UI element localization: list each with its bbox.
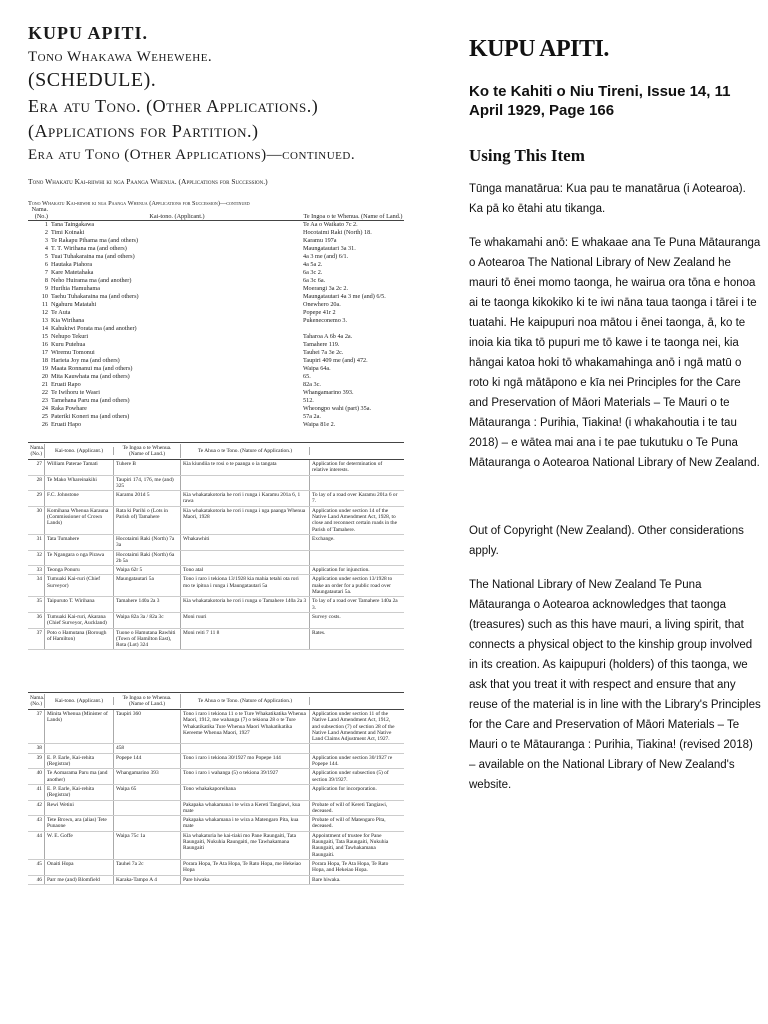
applicant-cell: Tumuaki Kai-ruri, Akarana (Chief Surveyor, Auckland) <box>45 613 114 628</box>
applicant-cell: Nehupo Tekuri <box>51 333 89 341</box>
row-number: 23 <box>41 397 48 405</box>
row-number: 10 <box>41 293 48 301</box>
land-name-cell: Hocotaimi Raki (North) 18. <box>303 229 372 237</box>
applicant-cell: Te Mako Whareinakihi <box>45 476 114 491</box>
nature-maori-cell: Moni reiti 7 11 8 <box>181 629 310 650</box>
table-row <box>28 333 404 341</box>
applicant-cell: T. T. Wirihana ma (and others) <box>51 245 127 253</box>
nature-english-cell: Rates. <box>312 629 326 636</box>
reuse-text-maori: Te whakamahi anō: E whakaae ana Te Puna Mātauranga o Aotearoa The National Library of New Zealand he mauri tō ēnei momo taonga, he wairua ora tōna e honoa ai te taonga kikokiko ki te iwi nāna taua taonga i tārei i te tuatahi. He kaipupuri noa mātou i ēnei taonga, ā, ko te inoia kia tika tō pupuri me tō kawe i te taonga nei, kia hāngai katoa hoki tō whakamahinga anō i ngā matū o roto ki ngā mātāpono e kīa nei Principles for the Care and Preservation of Māori Materials – Te Mauri o te Mātauranga : Purihia, Tiakina! (i whakahoutia i te tau 2018) – e wātea mai ana i te pae tukutuku o Te Puna Mātauranga o Aotearoa National Library of New Zealand. <box>469 237 761 469</box>
applicant-cell: Ngahuru Matatahi <box>51 301 97 309</box>
row-number: 44 <box>28 832 45 859</box>
row-number: 37 <box>28 710 45 743</box>
row-number: 24 <box>41 405 48 413</box>
nature-english-cell: Porara Hopa, Te Ata Hopa, Te Rato Hopa, and Hekeiao Hopa. <box>312 860 389 874</box>
land-name-cell: Waipa 65 <box>114 785 181 800</box>
table-row <box>28 349 404 357</box>
nature-maori-cell <box>181 551 310 566</box>
nature-maori-cell: Tono i raro i tekiona 30/1927 mo Popepe 144 <box>181 754 310 769</box>
nature-english-cell: Exchange. <box>312 535 335 542</box>
row-number: 41 <box>28 785 45 800</box>
land-name-cell: Waipa 75c 1a <box>114 832 181 859</box>
table-row <box>28 769 404 785</box>
nature-english-cell: Application under section 11 of the Native Land Amendment Act, 1912, and subsection (7) of section 28 of the Native Land Amendment and Native Land Claims Adjustment Act, 1927. <box>312 711 395 743</box>
table-row <box>28 629 404 651</box>
scan-subheading-succession-continued: Tono Whakatu Kai-riiwhi ki nga Paanga Whenua (Applications for Succession)—continued <box>28 200 250 207</box>
row-number: 30 <box>28 507 45 534</box>
land-name-cell: Waipa 62r 5 <box>114 566 181 574</box>
row-number: 7 <box>44 269 48 277</box>
table-header <box>28 693 404 710</box>
header-cell <box>310 450 400 452</box>
table-row <box>28 357 404 365</box>
row-number: 4 <box>44 245 48 253</box>
row-number: 1 <box>44 221 48 229</box>
other-applications-table <box>28 442 404 650</box>
applicant-cell: Eruati Rapo <box>51 381 81 389</box>
table-row <box>28 405 404 413</box>
row-number: 31 <box>28 535 45 550</box>
table-row <box>28 551 404 567</box>
land-name-cell <box>303 325 403 333</box>
table-row <box>28 876 404 885</box>
nature-maori-cell: Whakawhiti <box>181 535 310 550</box>
applicant-cell: W. E. Goffe <box>45 832 114 859</box>
nature-maori-cell: Tono i raro i wahanga (5) o tekiona 39/1927 <box>181 769 310 784</box>
land-name-cell: Tuone o Hamutana Rawhiti (Town of Hamilton East), Rota (Lot) 324 <box>114 629 181 650</box>
land-name-cell: Tamahere 119. <box>303 341 340 349</box>
land-name-cell: Waipa 64a. <box>303 365 331 373</box>
table-row <box>28 801 404 817</box>
scan-heading-schedule: (SCHEDULE). <box>28 69 157 91</box>
land-name-cell: Wheongpo wahi (part) 35a. <box>303 405 372 413</box>
header-cell <box>310 700 400 702</box>
applicant-cell: Rewi Wetini <box>45 801 114 816</box>
applicant-cell: F.C. Johnstone <box>45 491 114 506</box>
table-row <box>28 744 404 753</box>
row-number: 19 <box>41 365 48 373</box>
row-number: 12 <box>41 309 48 317</box>
row-number: 5 <box>44 253 48 261</box>
section-heading: Using This Item <box>469 146 585 165</box>
land-name-cell: Taharoa A 6b 4a 2a. <box>303 333 353 341</box>
table-row <box>28 460 404 476</box>
table-row <box>28 237 404 245</box>
applicant-cell: Pateriki Koneri ma (and others) <box>51 413 130 421</box>
applicant-cell: Raka Powhare <box>51 405 87 413</box>
land-name-cell: Taupiri 360 <box>114 710 181 743</box>
land-name-cell: 6a 3c 2. <box>303 269 323 277</box>
land-name-cell: Rata ki Parihi o (Lots in Parish of) Tamahere <box>114 507 181 534</box>
applicant-cell: Taehu Tuhakaraina ma (and others) <box>51 293 139 301</box>
copyright-status-text-english: Out of Copyright (New Zealand). Other considerations apply. <box>469 525 744 557</box>
land-name-cell: Hocotaimi Raki (North) 6a 2b 5a <box>114 551 181 566</box>
applicant-cell: Kare Matetahaka <box>51 269 94 277</box>
nature-english-cell <box>310 551 400 566</box>
row-number: 28 <box>28 476 45 491</box>
row-number: 36 <box>28 613 45 628</box>
applicant-cell: Maata Ronnanui ma (and others) <box>51 365 133 373</box>
land-name-cell: Karamu 201d 5 <box>114 491 181 506</box>
nature-maori-cell: Kia whakatakotoria he rori i runga o Tamahere 140a 2a 3 <box>181 597 310 612</box>
table-row <box>28 832 404 860</box>
land-name-cell: Whangamarino 393 <box>114 769 181 784</box>
applicant-cell: Tumuaki Kai-ruri (Chief Surveyor) <box>45 575 114 596</box>
row-number: 6 <box>44 261 48 269</box>
applicant-cell: Parr me (and) Blomfield <box>45 876 114 884</box>
nature-english-cell: Application for injunction. <box>312 567 370 574</box>
nature-maori-cell: Pare hiwaka <box>181 876 310 884</box>
row-number: 46 <box>28 876 45 884</box>
nature-maori-cell: Pakapaka whakamana i te wira a Matengaro Pita, kua mate <box>181 816 310 831</box>
row-number: 11 <box>42 301 48 309</box>
applicant-cell: Harieta Joy ma (and others) <box>51 357 120 365</box>
applicant-cell: E. P. Earle, Kai-rehita (Registrar) <box>45 785 114 800</box>
row-number: 13 <box>41 317 48 325</box>
table-row <box>28 491 404 507</box>
table-row <box>28 293 404 301</box>
nature-maori-cell: Kia whakatakotoria he rori i runga i nga paanga Whenua Maori, 1928 <box>181 507 310 534</box>
applicant-cell: Tana Taingakawa <box>51 221 95 229</box>
land-name-cell <box>114 816 181 831</box>
table-row <box>28 301 404 309</box>
table-row <box>28 269 404 277</box>
table-body <box>28 460 404 650</box>
nature-maori-cell <box>181 744 310 752</box>
nature-english-cell: Appointment of trustee for Pane Raungaiti, Tata Raungaiti, Nukuhia Raungaiti, and Tawhakamana Raungaiti. <box>312 832 389 858</box>
land-name-cell: Moerangi 3a 2c 2. <box>303 285 349 293</box>
nature-maori-cell: Tono whakakaporeihana <box>181 785 310 800</box>
nature-maori-cell: Kia kiundiia te rosi o te paanga o ia tangata <box>181 460 310 475</box>
applicant-cell: Neho Huirama ma (and another) <box>51 277 132 285</box>
applicant-cell: Te Auta <box>51 309 71 317</box>
table-row <box>28 277 404 285</box>
land-name-cell: 65. <box>303 373 311 381</box>
table-row <box>28 597 404 613</box>
nature-english-cell: Application under section 13/1928 to make an order for a public road over Maungatautari 5a. <box>312 576 393 596</box>
land-name-cell: Maungatautari 5a <box>114 575 181 596</box>
scan-subheading-succession: Tono Whakatu Kai-riiwhi ki nga Paanga Whenua. (Applications for Succession.) <box>28 177 268 186</box>
table-row <box>28 816 404 832</box>
header-cell: Te Ingoa o te Whenua. (Name of Land.) <box>114 444 181 459</box>
applicant-cell: Te Iwihoru te Wasri <box>51 389 100 397</box>
row-number: 34 <box>28 575 45 596</box>
nature-english-cell: To lay of a road over Tamahere 140a 2a 3. <box>312 598 398 611</box>
applicant-cell: Timi Koinaki <box>51 229 85 237</box>
table-header <box>28 443 404 460</box>
nature-english-cell: Application under section 30/1927 re Popepe 144. <box>312 754 393 768</box>
table-row <box>28 317 404 325</box>
row-number: 27 <box>28 460 45 475</box>
row-number: 38 <box>28 744 45 752</box>
land-name-cell: Tamahere 140a 2a 3 <box>114 597 181 612</box>
applicant-cell: Tata Tumahere <box>45 535 114 550</box>
table-header <box>28 205 404 221</box>
land-name-cell: Te Aa o Waikato 7c 2. <box>303 221 358 229</box>
land-name-cell: Pukeneconemo 3. <box>303 317 347 325</box>
table-row <box>28 413 404 421</box>
table-row <box>28 566 404 575</box>
table-row <box>28 245 404 253</box>
nature-maori-cell: Pakapaka whakamana i te wira a Kereti Tangiawi, kua mate <box>181 801 310 816</box>
table-row <box>28 341 404 349</box>
nature-maori-cell: Moni ruuri <box>181 613 310 628</box>
scan-heading-tono-whakawa: Tono Whakawa Wehewehe. <box>28 49 213 65</box>
land-name-cell: Waipa 82a 3a / 82a 3c <box>114 613 181 628</box>
land-name-cell: Tauhei 7a 2c <box>114 860 181 875</box>
row-number: 15 <box>41 333 48 341</box>
row-number: 8 <box>44 277 48 285</box>
table-row <box>28 754 404 770</box>
header-cell: Te Ahua o te Tono. (Nature of Application.) <box>181 697 310 705</box>
nature-maori-cell: Tono i raro i tekiona 13/1928 kia mahia tetahi ota rori mo te ipitoa i runga i Maungatautari 5a <box>181 575 310 596</box>
header-cell: Kai-tono. (Applicant.) <box>45 697 114 705</box>
nature-english-cell: To lay of a road over Karamu 201a 6 or 7. <box>312 492 398 505</box>
scan-heading-continued: Era atu Tono (Other Applications)—continued. <box>28 147 356 163</box>
row-number: 45 <box>28 860 45 875</box>
table-row <box>28 285 404 293</box>
applicant-cell <box>45 744 114 752</box>
row-number: 20 <box>41 373 48 381</box>
table-row <box>28 535 404 551</box>
table-row <box>28 421 404 429</box>
land-name-cell: 458 <box>114 744 181 752</box>
land-name-cell: Taupiri 409 me (and) 472. <box>303 357 368 365</box>
row-number: 37 <box>28 629 45 650</box>
applicant-cell: William Paterae Tamati <box>45 460 114 475</box>
land-name-cell: Taupiri 174, 176, me (and) 325 <box>114 476 181 491</box>
land-name-cell: 57a 2a. <box>303 413 321 421</box>
land-name-cell: Whangamarino 393. <box>303 389 354 397</box>
applicant-cell: Te Aomarama Paru ma (and another) <box>45 769 114 784</box>
table-row <box>28 229 404 237</box>
applicant-cell: Teonga Ponuru <box>45 566 114 574</box>
applicant-cell: Te Ngangara o nga Pirawa <box>45 551 114 566</box>
scan-heading-kupu-apiti: KUPU APITI. <box>28 24 149 43</box>
applicant-cell: Tamehana Paru ma (and others) <box>51 397 130 405</box>
row-number: 32 <box>28 551 45 566</box>
land-name-cell: 4a 5a 2. <box>303 261 323 269</box>
land-name-cell: Maungatautari 4a 3 me (and) 6/5. <box>303 293 386 301</box>
row-number: 40 <box>28 769 45 784</box>
succession-table <box>28 200 404 429</box>
row-number: 33 <box>28 566 45 574</box>
applicant-cell: Tuai Tuhakaraina ma (and others) <box>51 253 135 261</box>
nature-english-cell: Survey costs. <box>312 613 341 620</box>
applicant-cell: Minita Whenua (Minister of Lands) <box>45 710 114 743</box>
land-name-cell: Popepe 144 <box>114 754 181 769</box>
row-number: 39 <box>28 754 45 769</box>
scan-heading-partition: (Applications for Partition.) <box>28 121 259 141</box>
row-number: 26 <box>41 421 48 429</box>
applicant-cell: Taipuruto T. Wirihana <box>45 597 114 612</box>
table-row <box>28 221 404 229</box>
table-row <box>28 309 404 317</box>
land-name-cell: Tauhei 7a 3e 2c. <box>303 349 344 357</box>
reuse-text-english: The National Library of New Zealand Te Puna Mātauranga o Aotearoa acknowledges that taonga (treasures) such as this have mauri, a living spirit, that connects a physical object to the kinship group involved in its creation. As kaipupuri (holders) of this taonga, we ask that you treat it with respect and ensure that any reuse of the material is in line with the Library's Principles for the Care and Preservation of Māori Materials – Te Mauri o te Mātauranga : Purihia, Tiakina! (revised 2018) – available on the National Library of New Zealand's website. <box>469 579 761 791</box>
nature-english-cell: Probate of will of Matengaro Pita, deceased. <box>312 817 386 830</box>
table-row <box>28 613 404 629</box>
applicant-cell: Hautaka Piahora <box>51 261 93 269</box>
land-name-cell <box>114 801 181 816</box>
scan-heading-other-applications: Era atu Tono. (Other Applications.) <box>28 96 319 116</box>
row-number: 14 <box>41 325 48 333</box>
table-row <box>28 373 404 381</box>
nature-maori-cell: Kia whakatakotoria he rori i runga i Karamu 201a 6, 1 rawa <box>181 491 310 506</box>
applicant-cell: Wiremu Tomonui <box>51 349 95 357</box>
land-name-cell: Karaka-Tampo A 4 <box>114 876 181 884</box>
table-row <box>28 253 404 261</box>
item-citation: Ko te Kahiti o Niu Tireni, Issue 14, 11 April 1929, Page 166 <box>469 83 731 119</box>
table-body <box>28 221 404 429</box>
table-row <box>28 381 404 389</box>
land-name-cell: Waipa 81e 2. <box>303 421 336 429</box>
header-cell: Nama. (No.) <box>31 205 48 220</box>
applicant-cell: Eruati Hapo <box>51 421 82 429</box>
row-number: 29 <box>28 491 45 506</box>
nature-english-cell: Bare hiwaka. <box>312 876 341 883</box>
scanned-gazette-page <box>28 24 408 944</box>
row-number: 3 <box>44 237 48 245</box>
table-row <box>28 710 404 744</box>
land-name-cell: Karamu 197a <box>303 237 337 245</box>
land-name-cell: Popepe 41r 2 <box>303 309 336 317</box>
row-number: 2 <box>44 229 48 237</box>
table-row <box>28 860 404 876</box>
applicant-cell: Te Rakapu Pihama ma (and others) <box>51 237 139 245</box>
land-name-cell: 82a 3c. <box>303 381 321 389</box>
applicant-cell: Mita Kauwhata ma (and others) <box>51 373 130 381</box>
row-number: 43 <box>28 816 45 831</box>
applicant-cell: Onaiti Hopa <box>45 860 114 875</box>
land-name-cell: Tuhere B <box>114 460 181 475</box>
applicant-cell: Tete Brown, ara (alias) Tete Punaone <box>45 816 114 831</box>
header-cell: Te Ingoa o te Whenua. (Name of Land.) <box>114 694 181 709</box>
row-number: 9 <box>44 285 48 293</box>
applicant-cell: E. P. Earle, Kai-rehita (Registrar) <box>45 754 114 769</box>
applicant-cell: Kuru Putehua <box>51 341 86 349</box>
header-cell: Te Ingoa o te Whenua. (Name of Land.) <box>303 213 403 220</box>
header-cell: Kai-tono. (Applicant.) <box>45 447 114 455</box>
item-title: KUPU APITI. <box>469 36 609 62</box>
nature-english-cell <box>310 744 400 752</box>
table-body <box>28 710 404 885</box>
row-number: 42 <box>28 801 45 816</box>
row-number: 22 <box>41 389 48 397</box>
nature-english-cell: Application under section 14 of the Native Land Amendment Act, 1928, to close and reconnect certain roads in the Parish of Tamahere. <box>312 507 398 533</box>
row-number: 18 <box>41 357 48 365</box>
applicant-cell: Komihana Whenua Karauna (Commissioner of Crown Lands) <box>45 507 114 534</box>
row-number: 21 <box>41 381 48 389</box>
land-name-cell: 512. <box>303 397 314 405</box>
nature-maori-cell: Tono i raro i tekiona 11 o te Ture Whakatikatika Whenua Maori, 1912, me wahanga (7) o tekiona 28 o te Ture Whakatikatika Ture Whenua Maori Whakatikatika Kereeme Whenua Maori, 1927 <box>181 710 310 743</box>
nature-english-cell: Application for incorporation. <box>312 785 377 792</box>
table-row <box>28 325 404 333</box>
applicant-cell: Kahukiwi Porata ma (and another) <box>51 325 137 333</box>
row-number: 35 <box>28 597 45 612</box>
land-name-cell: Onewhero 20a. <box>303 301 341 309</box>
header-cell: Kai-tono. (Applicant.) <box>149 213 205 220</box>
nature-english-cell: Application for determination of relative interests. <box>312 461 383 474</box>
applicant-cell: Kia Wirihana <box>51 317 85 325</box>
header-cell: Nama. (No.) <box>30 694 45 707</box>
nature-english-cell <box>310 476 400 491</box>
table-row <box>28 365 404 373</box>
land-name-cell: Maungatautari 3a 31. <box>303 245 356 253</box>
nature-maori-cell <box>181 476 310 491</box>
applicant-cell: Poto o Hamutana (Borough of Hamilton) <box>45 629 114 650</box>
row-number: 25 <box>41 413 48 421</box>
table-row <box>28 785 404 801</box>
land-name-cell: 6a 3c 6a. <box>303 277 326 285</box>
table-row <box>28 476 404 492</box>
table-row <box>28 397 404 405</box>
header-cell: Nama. (No.) <box>30 444 45 457</box>
table-row <box>28 507 404 535</box>
row-number: 17 <box>41 349 48 357</box>
table-row <box>28 389 404 397</box>
nature-english-cell: Application under subsection (5) of section 39/1927. <box>312 770 389 783</box>
row-number: 16 <box>41 341 48 349</box>
header-cell: Te Ahua o te Tono. (Nature of Application.) <box>181 447 310 455</box>
land-name-cell: Hocotaimi Raki (North) 7a 3a <box>114 535 181 550</box>
table-row <box>28 575 404 597</box>
applicant-cell: Hurihia Hamuhama <box>51 285 100 293</box>
other-applications-table-2 <box>28 692 404 885</box>
table-row <box>28 261 404 269</box>
nature-english-cell: Probate of will of Kereti Tangiawi, deceased. <box>312 801 388 814</box>
copyright-status-text: Tūnga manatārua: Kua pau te manatārua (i Aotearoa). Ka pā ko ētahi atu tikanga. <box>469 183 746 215</box>
nature-maori-cell: Kia whakaturia he kai-tiaki mo Pane Raungaiti, Tata Raungaiti, Nukuhia Raungaiti, me Tawhakamana Raungaiti <box>181 832 310 859</box>
nature-maori-cell: Tono atal <box>181 566 310 574</box>
nature-maori-cell: Porara Hopa, Te Ata Hopa, Te Rato Hopa, me Hekeiao Hopa <box>181 860 310 875</box>
land-name-cell: 4a 3 me (and) 6/1. <box>303 253 349 261</box>
